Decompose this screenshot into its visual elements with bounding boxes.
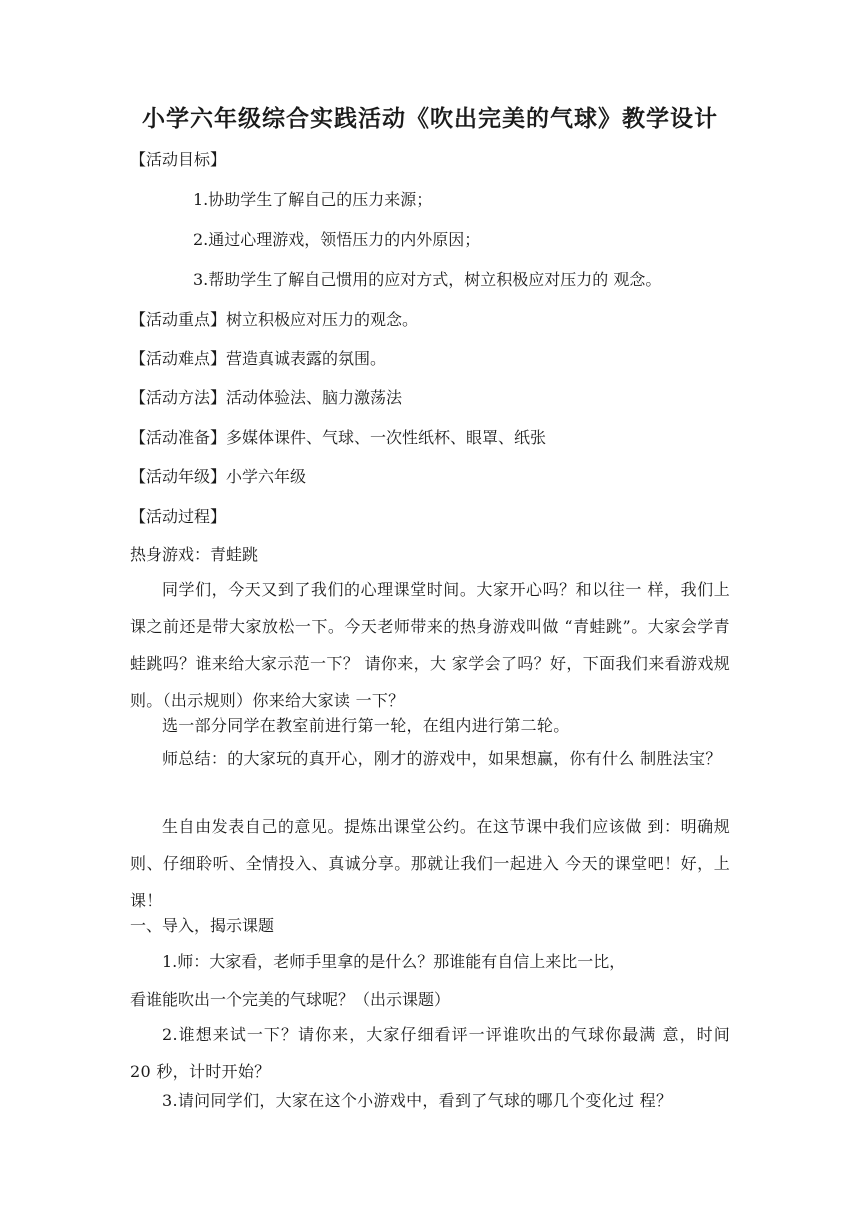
warmup-paragraph-1: 同学们，今天又到了我们的心理课堂时间。大家开心吗？和以往一 样，我们上课之前还是带大家放松一下。今天老师带来的热身游戏叫做 “青蛙跳”。大家会学青蛙跳吗？谁来给大家示范一下？ 请你来，大 家学会了吗？好，下面我们来看游戏规则。（出示规则）你来给大家读 一下？ (130, 580, 730, 710)
goal-item-3: 3.帮助学生了解自己惯用的应对方式，树立积极应对压力的 观念。 (193, 270, 662, 289)
warmup-paragraph-3: 师总结：的大家玩的真开心，刚才的游戏中，如果想赢，你有什么 制胜法宝？ (162, 749, 722, 768)
goal-item-1: 1.协助学生了解自己的压力来源； (193, 190, 433, 209)
section1-line-1: 1.师：大家看，老师手里拿的是什么？那谁能有自信上来比一比， (162, 952, 626, 971)
difficulty-line: 【活动难点】营造真诚表露的氛围。 (130, 349, 387, 368)
preparation-line: 【活动准备】多媒体课件、气球、一次性纸杯、眼罩、纸张 (130, 428, 547, 447)
process-heading: 【活动过程】 (130, 507, 227, 526)
method-line: 【活动方法】活动体验法、脑力激荡法 (130, 388, 403, 407)
section1-heading: 一、导入，揭示课题 (130, 916, 275, 935)
warmup-heading: 热身游戏：青蛙跳 (130, 545, 259, 564)
warmup-paragraph-2: 选一部分同学在教室前进行第一轮，在组内进行第二轮。 (162, 716, 570, 735)
goal-item-2: 2.通过心理游戏，领悟压力的内外原因； (193, 230, 481, 249)
section1-paragraph-2: 2.谁想来试一下？请你来，大家仔细看评一评谁吹出的气球你最满 意，时间 20 秒，计时开始？ (130, 1025, 730, 1081)
grade-line: 【活动年级】小学六年级 (130, 467, 307, 486)
section1-paragraph-3: 3.请问同学们，大家在这个小游戏中，看到了气球的哪几个变化过 程？ (162, 1091, 673, 1110)
document-title: 小学六年级综合实践活动《吹出完美的气球》教学设计 (142, 105, 718, 132)
warmup-paragraph-4: 生自由发表自己的意见。提炼出课堂公约。在这节课中我们应该做 到：明确规则、仔细聆听、全情投入、真诚分享。那就让我们一起进入 今天的课堂吧！好，上课！ (130, 817, 730, 910)
goals-heading: 【活动目标】 (130, 150, 227, 169)
key-point-line: 【活动重点】树立积极应对压力的观念。 (130, 310, 419, 329)
section1-line-2: 看谁能吹出一个完美的气球呢？（出示课题） (130, 990, 451, 1009)
